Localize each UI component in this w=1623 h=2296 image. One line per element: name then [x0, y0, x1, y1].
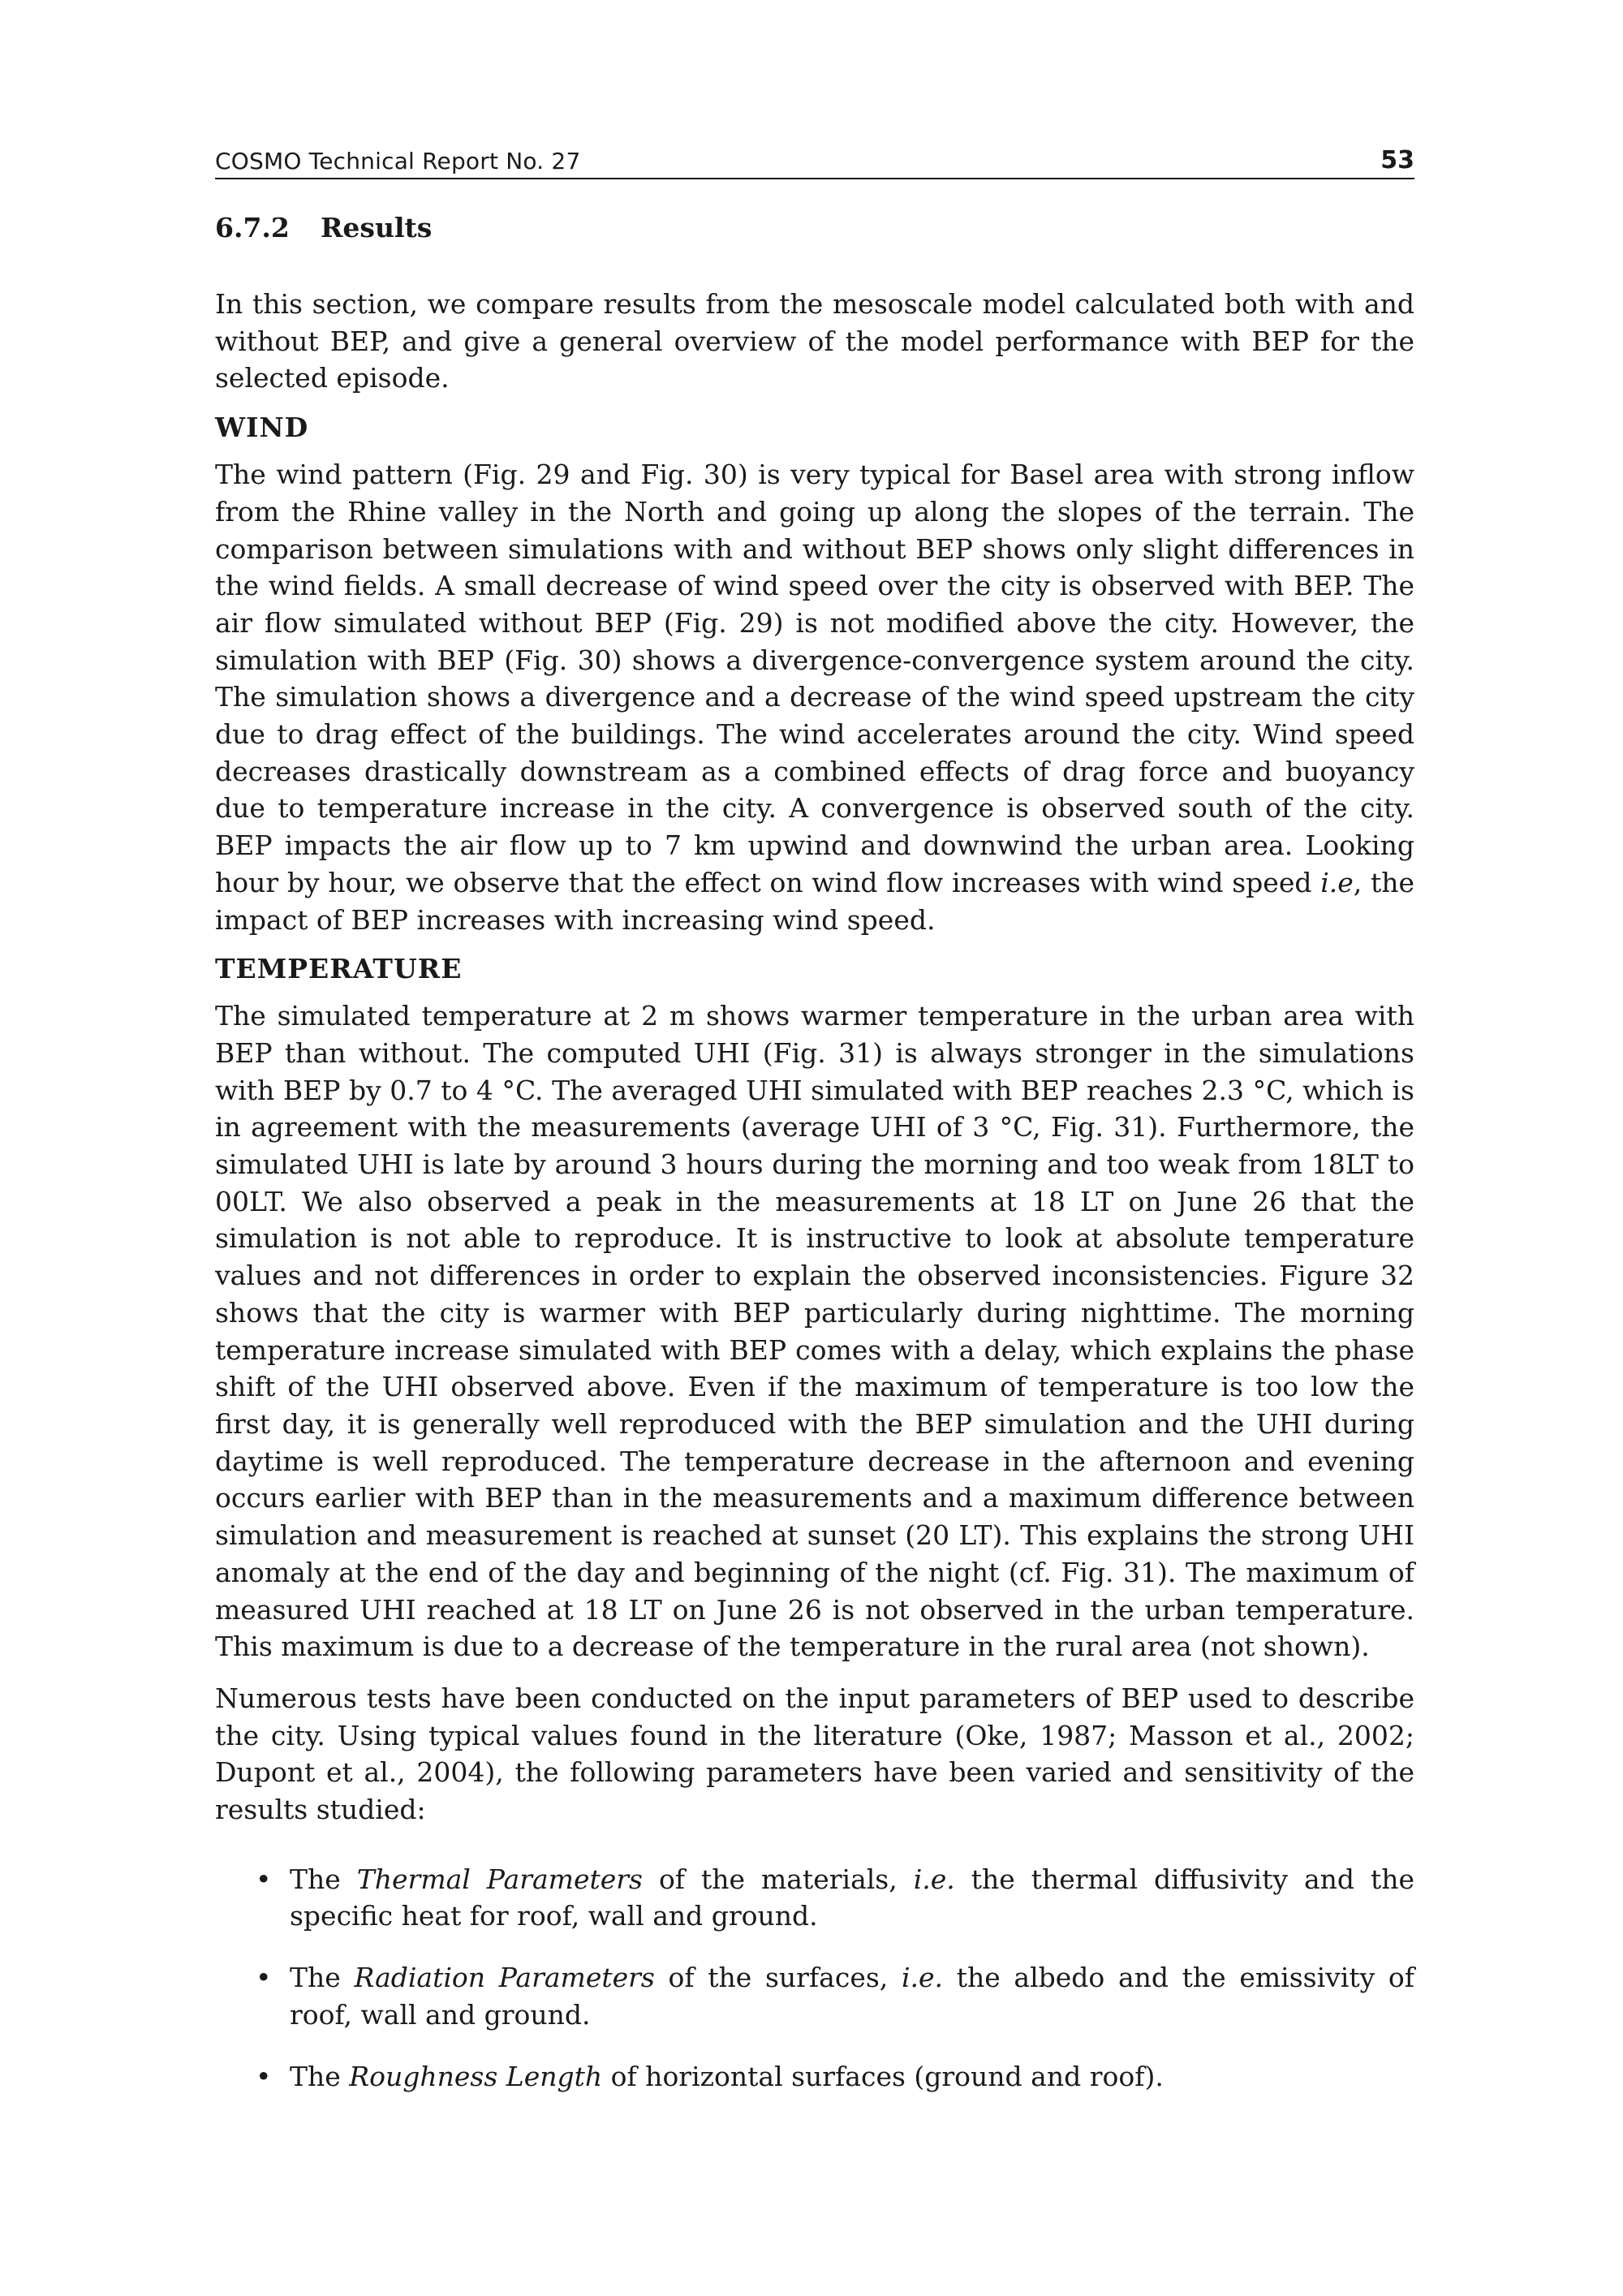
temperature-paragraph-2: Numerous tests have been conducted on the input parameters of BEP used to describe the city. Using typical values found in the literature (Oke, 1987; Masson et al., 2002; Dupont et al., 2004), the following parameters have been varied and sensitivity of the results studied: — [215, 1682, 1414, 1826]
bullet-icon: • — [256, 1962, 272, 1994]
list-item: • The Radiation Parameters of the surfaces, i.e. the albedo and the emissivity of roof, wall and ground. — [215, 1959, 1414, 2033]
report-title: COSMO Technical Report No. 27 — [215, 148, 581, 174]
bullet-icon: • — [256, 1863, 272, 1895]
page-number: 53 — [1380, 146, 1414, 174]
wind-text-end: , the impact of BEP increases with increasing wind speed. — [215, 866, 1414, 936]
list-item: • The Roughness Length of horizontal surfaces (ground and roof). — [215, 2058, 1414, 2096]
wind-text: The wind pattern (Fig. 29 and Fig. 30) is very typical for Basel area with strong inflow from the Rhine valley in the North and going up along the slopes of the terrain. The comparison between simulations with and without BEP shows only slight differences in the wind fields. A small decrease of wind speed over the city is observed with BEP. The air flow simulated without BEP (Fig. 29) is not modified above the city. However, the simulation with BEP (Fig. 30) shows a divergence-convergence system around the city. The simulation shows a divergence and a decrease of the wind speed upstream the city due to drag effect of the buildings. The wind accelerates around the city. Wind speed decreases drastically downstream as a combined effects of drag force and buoyancy due to temperature increase in the city. A convergence is observed south of the city. BEP impacts the air flow up to 7 km upwind and downwind the urban area. Looking hour by hour, we observe that the effect on wind flow increases with wind speed — [215, 459, 1414, 898]
wind-paragraph — [215, 456, 1414, 938]
section-heading — [215, 212, 1414, 243]
term-roughness-length: Roughness Length — [349, 2060, 603, 2092]
page — [215, 142, 1414, 2119]
running-header — [215, 142, 1414, 179]
section-number: 6.7.2 — [215, 212, 290, 243]
parameter-list — [215, 1861, 1414, 2096]
term-thermal-parameters: Thermal Parameters — [356, 1863, 643, 1895]
intro-paragraph: In this section, we compare results from the mesoscale model calculated both with and without BEP, and give a general overview of the model performance with BEP for the selected episode. — [215, 288, 1414, 394]
list-item: • The Thermal Parameters of the materials, i.e. the thermal diffusivity and the specific heat for roof, wall and ground. — [215, 1861, 1414, 1935]
temperature-paragraph-1: The simulated temperature at 2 m shows warmer temperature in the urban area with BEP than without. The computed UHI (Fig. 31) is always stronger in the simulations with BEP by 0.7 to 4 °C. The averaged UHI simulated with BEP reaches 2.3 °C, which is in agreement with the measurements (average UHI of 3 °C, Fig. 31). Furthermore, the simulated UHI is late by around 3 hours during the morning and too weak from 18LT to 00LT. We also observed a peak in the measurements at 18 LT on June 26 that the simulation is not able to reproduce. It is instructive to look at absolute temperature values and not differences in order to explain the observed inconsistencies. Figure 32 shows that the city is warmer with BEP particularly during nighttime. The morning temperature increase simulated with BEP comes with a delay, which explains the phase shift of the UHI observed above. Even if the maximum of temperature is too low the first day, it is generally well reproduced with the BEP simulation and the UHI during daytime is well reproduced. The temperature decrease in the afternoon and evening occurs earlier with BEP than in the measurements and a maximum difference between simulation and measurement is reached at sunset (20 LT). This explains the strong UHI anomaly at the end of the day and beginning of the night (cf. Fig. 31). The maximum of measured UHI reached at 18 LT on June 26 is not observed in the urban temperature. This maximum is due to a decrease of the temperature in the rural area (not shown). — [215, 1000, 1414, 1663]
term-radiation-parameters: Radiation Parameters — [354, 1962, 655, 1994]
wind-ie: i.e — [1320, 866, 1354, 898]
temperature-heading: TEMPERATURE — [215, 953, 463, 985]
wind-heading: WIND — [215, 411, 309, 444]
section-title: Results — [321, 212, 433, 243]
bullet-icon: • — [256, 2060, 272, 2092]
